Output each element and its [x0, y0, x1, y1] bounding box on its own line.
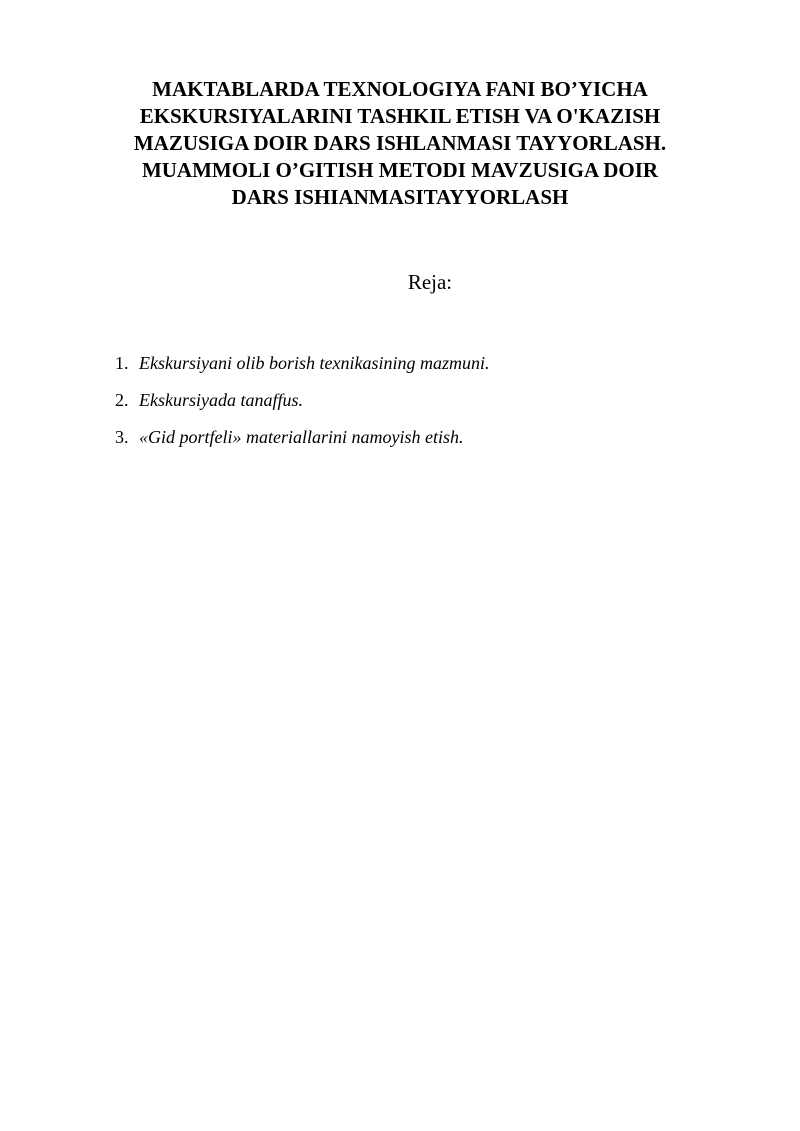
document-title — [100, 76, 700, 211]
plan-item-number: 3. — [115, 427, 129, 447]
title-line: DARS ISHIANMASITAYYORLASH — [231, 185, 569, 209]
title-line: EKSKURSIYALARINI TASHKIL ETISH VA O'KAZISH — [139, 104, 661, 128]
plan-item-number: 2. — [115, 390, 129, 410]
plan-item-text: «Gid portfeli» materiallarini namoyish etish. — [139, 427, 464, 447]
title-line: MAZUSIGA DOIR DARS ISHLANMASI TAYYORLASH. — [133, 131, 667, 155]
plan-item — [115, 424, 735, 461]
plan-item — [115, 350, 735, 387]
title-line: MAKTABLARDA TEXNOLOGIYA FANI BO’YICHA — [152, 77, 648, 101]
plan-item — [115, 387, 735, 424]
plan-item-number: 1. — [115, 353, 129, 373]
plan-heading: Reja: — [407, 270, 453, 294]
plan-list — [115, 350, 735, 461]
plan-item-text: Ekskursiyani olib borish texnikasining mazmuni. — [139, 353, 490, 373]
title-line: MUAMMOLI O’GITISH METODI MAVZUSIGA DOIR — [141, 158, 659, 182]
plan-item-text: Ekskursiyada tanaffus. — [139, 390, 303, 410]
